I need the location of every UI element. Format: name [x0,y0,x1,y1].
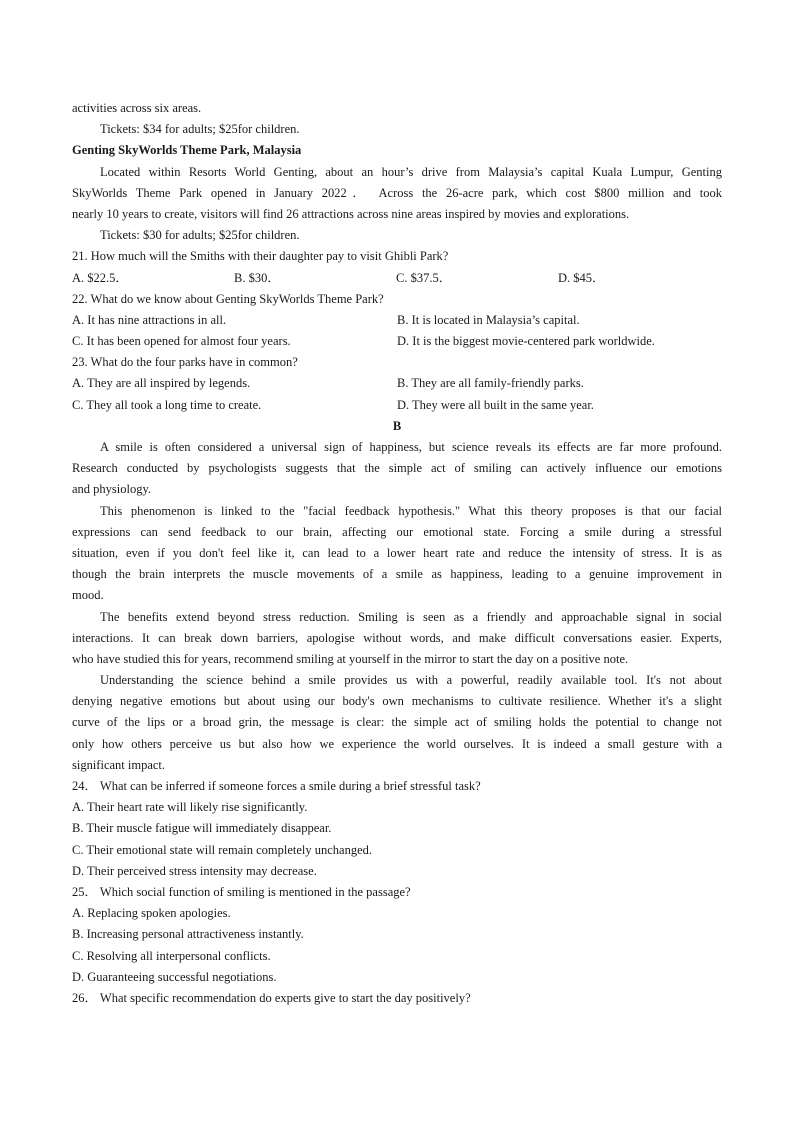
question-22-options-row [72,331,722,352]
option: B. $30． [234,270,280,285]
passage-b-line: This phenomenon is linked to the "facial feedback hypothesis." What this theory proposes is that our facial [100,503,722,518]
passage-b-line: interactions. It can break down barriers, apologise without words, and make difficult conversations easier. Experts, [72,630,722,645]
passage-b-line: Understanding the science behind a smile provides us with a powerful, readily available tool. It's not about [100,673,722,688]
passage-b-line: The benefits extend beyond stress reduction. Smiling is seen as a friendly and approachable signal in social [100,609,722,624]
option: B. Increasing personal attractiveness instantly. [72,927,304,942]
park2-line: nearly 10 years to create, visitors will find 26 attractions across nine areas inspired by movies and explorations. [72,206,630,221]
option: B. They are all family-friendly parks. [397,376,584,391]
question-25-stem: 25． Which social function of smiling is mentioned in the passage? [72,884,411,899]
option: D. $45． [558,270,605,285]
question-26-stem: 26． What specific recommendation do experts give to start the day positively? [72,990,471,1005]
park2-tickets: Tickets: $30 for adults; $25for children. [100,228,300,243]
passage-b-line: situation, even if you don't feel like it, can lead to a lower heart rate and reduce the intensity of stress. It is as [72,545,722,560]
option: B. It is located in Malaysia’s capital. [397,312,580,327]
question-23-options-row [72,395,722,416]
park2-title: Genting SkyWorlds Theme Park, Malaysia [72,143,302,158]
question-21-options [72,268,722,289]
passage-b-line: significant impact. [72,757,166,772]
option: D. It is the biggest movie-centered park worldwide. [397,334,655,349]
park2-line: Located within Resorts World Genting, about an hour’s drive from Malaysia’s capital Kuala Lumpur, Genting [100,164,722,179]
passage-b-line: though the brain interprets the muscle movements of a smile as happiness, leading to a genuine improvement in [72,567,722,582]
park2-line: SkyWorlds Theme Park opened in January 2022． Across the 26-acre park, which cost $800 million and took [72,185,722,200]
option: D. Their perceived stress intensity may decrease. [72,863,317,878]
passage-b-line: denying negative emotions but about using our body's own mechanisms to cultivate resilience. Whether it's a slight [72,694,722,709]
option: D. Guaranteeing successful negotiations. [72,969,277,984]
option: C. Resolving all interpersonal conflicts. [72,948,271,963]
exam-page [72,98,722,1009]
passage-b-line: curve of the lips or a broad grin, the message is clear: the simple act of smiling holds the potential to change not [72,715,722,730]
question-24-stem: 24． What can be inferred if someone forces a smile during a brief stressful task? [72,779,481,793]
option: A. It has nine attractions in all. [72,312,227,327]
question-22-stem: 22. What do we know about Genting SkyWorlds Theme Park? [72,291,384,306]
option: C. They all took a long time to create. [72,397,262,412]
passage-b-line: who have studied this for years, recommend smiling at yourself in the mirror to start the day on a positive note. [72,651,629,666]
option: C. It has been opened for almost four years. [72,334,291,349]
question-22-options-row [72,310,722,331]
passage-b-line: Research conducted by psychologists suggests that the simple act of smiling can actively influence our emotions [72,461,722,476]
option: A. They are all inspired by legends. [72,376,251,391]
section-b-heading: B [392,418,402,433]
option: A. $22.5． [72,270,128,285]
question-23-stem: 23. What do the four parks have in common? [72,355,298,370]
option: C. Their emotional state will remain completely unchanged. [72,842,373,857]
passage-b-line: only how others perceive us but also how we experience the world ourselves. It is indeed a small gesture with a [72,736,722,751]
passage-b-line: and physiology. [72,482,152,497]
park1-tickets: Tickets: $34 for adults; $25for children. [100,122,300,137]
passage-b-line: A smile is often considered a universal sign of happiness, but science reveals its effects are far more profound. [100,440,722,454]
option: B. Their muscle fatigue will immediately disappear. [72,821,332,836]
question-23-options-row [72,373,722,394]
option: C. $37.5． [396,270,452,285]
passage-b-line: mood. [72,588,104,603]
option: A. Their heart rate will likely rise significantly. [72,800,308,815]
passage-b-line: expressions can send feedback to our brain, affecting our emotional state. Forcing a smile during a stressful [72,524,722,539]
passage-a-intro-tail: activities across six areas. [72,101,202,115]
option: A. Replacing spoken apologies. [72,906,231,921]
option: D. They were all built in the same year. [397,397,594,412]
question-21-stem: 21. How much will the Smiths with their daughter pay to visit Ghibli Park? [72,249,449,264]
